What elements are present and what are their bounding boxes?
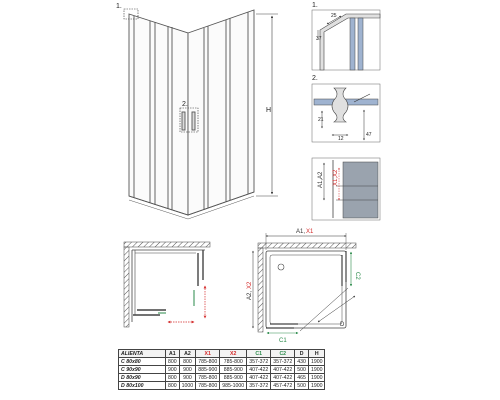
plan-label-d: D bbox=[340, 322, 345, 328]
cell-a1: 800 bbox=[166, 382, 180, 390]
detail-2-dim-c: 47 bbox=[366, 132, 372, 138]
cell-h: 1900 bbox=[308, 358, 325, 366]
header-c1: C1 bbox=[247, 350, 271, 358]
plan-label-x1: X1 bbox=[306, 229, 314, 235]
detail-2-number: 2. bbox=[312, 75, 318, 82]
detail-1-dim-a: 25 bbox=[331, 13, 337, 19]
cell-x1: 885-900 bbox=[196, 366, 220, 374]
height-dimension bbox=[256, 14, 278, 196]
cell-h: 1900 bbox=[308, 374, 325, 382]
cell-a2: 800 bbox=[179, 358, 196, 366]
cell-x2: 885-900 bbox=[220, 366, 247, 374]
side-view-drawing bbox=[312, 158, 380, 220]
cell-a2: 900 bbox=[179, 366, 196, 374]
cell-c1: 357-372 bbox=[247, 382, 271, 390]
cell-h: 1900 bbox=[308, 366, 325, 374]
plan-label-a1: A1, bbox=[296, 229, 306, 235]
cell-x2: 985-1000 bbox=[220, 382, 247, 390]
header-c2: C2 bbox=[271, 350, 295, 358]
plan-view-left bbox=[124, 242, 210, 327]
cell-x1: 785-800 bbox=[196, 382, 220, 390]
table-row bbox=[119, 358, 325, 366]
detail-1-dim-b: 37 bbox=[316, 36, 322, 42]
detail-1-number: 1. bbox=[312, 2, 318, 9]
detail-2-dim-b: 12 bbox=[338, 136, 344, 142]
header-model: ALIENTA bbox=[119, 350, 166, 358]
plan-label-c2: C2 bbox=[354, 272, 360, 280]
cell-model: C 90x90 bbox=[119, 366, 166, 374]
header-d: D bbox=[295, 350, 309, 358]
table-row bbox=[119, 374, 325, 382]
dimensions-table bbox=[118, 349, 325, 390]
cell-x1: 785-800 bbox=[196, 358, 220, 366]
cell-d: 430 bbox=[295, 358, 309, 366]
callout-1-label: 1. bbox=[116, 3, 122, 10]
cell-a2: 1000 bbox=[179, 382, 196, 390]
cell-c2: 407-422 bbox=[271, 374, 295, 382]
header-a2: A2 bbox=[179, 350, 196, 358]
side-label-a: A1,A2 bbox=[318, 171, 324, 188]
cell-model: D 80x100 bbox=[119, 382, 166, 390]
table-header-row bbox=[119, 350, 325, 358]
side-label-x: X1,X2 bbox=[333, 169, 339, 186]
cell-c1: 407-422 bbox=[247, 374, 271, 382]
cell-c1: 357-372 bbox=[247, 358, 271, 366]
cell-model: D 80x90 bbox=[119, 374, 166, 382]
header-x1: X1 bbox=[196, 350, 220, 358]
cell-d: 465 bbox=[295, 374, 309, 382]
plan-view-right bbox=[253, 233, 356, 333]
cell-h: 1900 bbox=[308, 382, 325, 390]
table-row bbox=[119, 382, 325, 390]
detail-2-dim-a: 21 bbox=[318, 117, 324, 123]
cell-x1: 785-800 bbox=[196, 374, 220, 382]
cabin-elevation bbox=[129, 10, 254, 219]
plan-label-c1: C1 bbox=[279, 338, 287, 344]
cell-a2: 900 bbox=[179, 374, 196, 382]
cell-c1: 407-422 bbox=[247, 366, 271, 374]
height-label: H bbox=[266, 107, 272, 114]
cell-a1: 800 bbox=[166, 374, 180, 382]
header-h: H bbox=[308, 350, 325, 358]
detail-1-drawing bbox=[312, 10, 380, 70]
plan-label-x2: X2 bbox=[247, 281, 253, 289]
callout-2-label: 2. bbox=[182, 101, 188, 108]
cell-model: C 80x80 bbox=[119, 358, 166, 366]
cell-c2: 457-472 bbox=[271, 382, 295, 390]
cell-c2: 357-372 bbox=[271, 358, 295, 366]
header-a1: A1 bbox=[166, 350, 180, 358]
cell-a1: 800 bbox=[166, 358, 180, 366]
cell-x2: 885-900 bbox=[220, 374, 247, 382]
cell-a1: 900 bbox=[166, 366, 180, 374]
header-x2: X2 bbox=[220, 350, 247, 358]
table-row bbox=[119, 366, 325, 374]
cell-d: 500 bbox=[295, 382, 309, 390]
cell-c2: 407-422 bbox=[271, 366, 295, 374]
plan-label-a2: A2, bbox=[247, 290, 253, 300]
cell-d: 500 bbox=[295, 366, 309, 374]
cell-x2: 785-800 bbox=[220, 358, 247, 366]
